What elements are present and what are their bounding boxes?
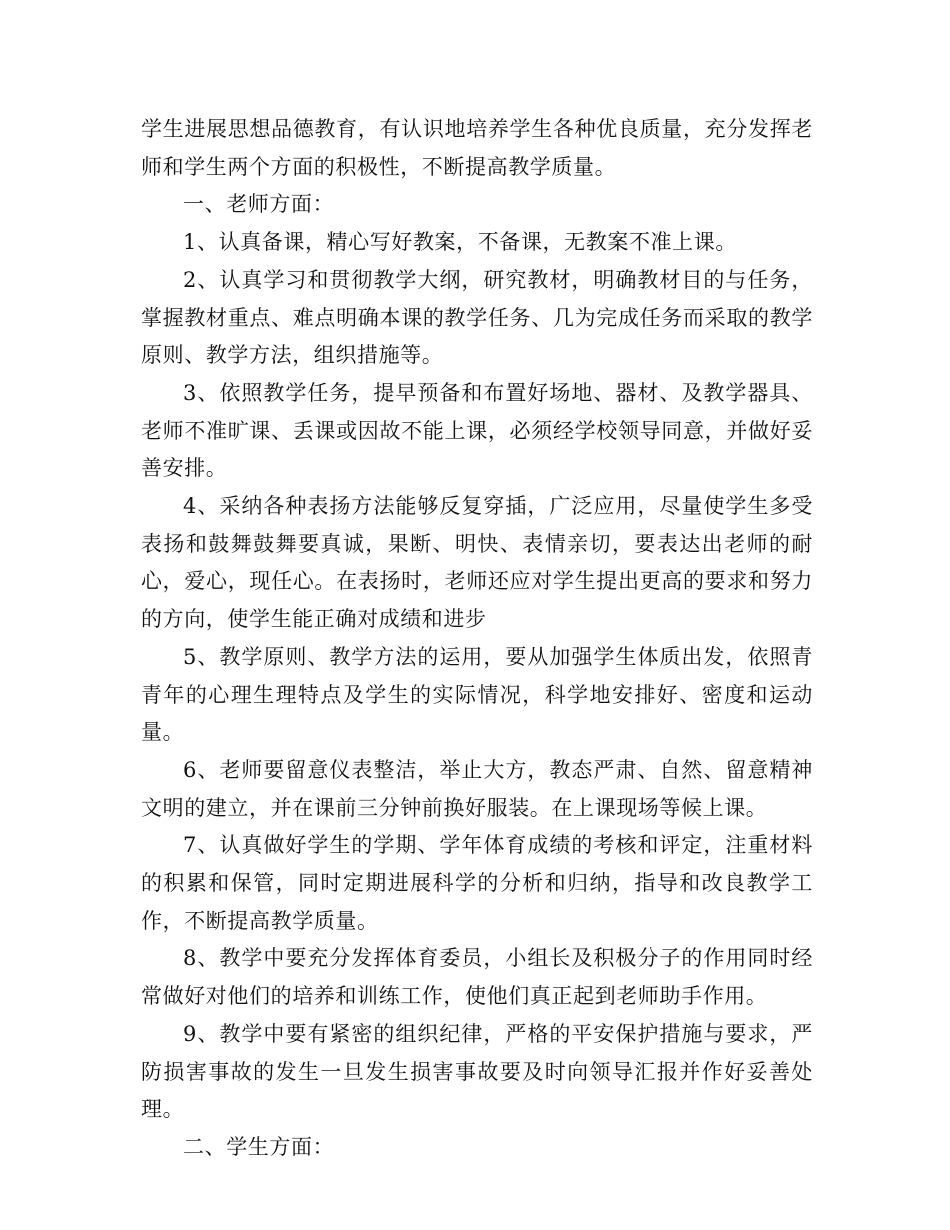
list-item-8: 8、教学中要充分发挥体育委员，小组长及积极分子的作用同时经常做好对他们的培养和训练工作，使他们真正起到老师助手作用。	[141, 946, 813, 1009]
list-item-5: 5、教学原则、教学方法的运用，要从加强学生体质出发，依照青青年的心理生理特点及学生的实际情况，科学地安排好、密度和运动量。	[141, 644, 813, 745]
list-item-7: 7、认真做好学生的学期、学年体育成绩的考核和评定，注重材料的积累和保管，同时定期进展科学的分析和归纳，指导和改良教学工作，不断提高教学质量。	[141, 833, 813, 933]
section-heading-student: 二、学生方面：	[183, 1134, 335, 1159]
list-item-2: 2、认真学习和贯彻教学大纲，研究教材，明确教材目的与任务，掌握教材重点、难点明确本课的教学任务、几为完成任务而采取的教学原则、教学方法，组织措施等。	[141, 267, 813, 368]
paragraph-intro: 学生进展思想品德教育，有认识地培养学生各种优良质量，充分发挥老师和学生两个方面的积极性，不断提高教学质量。	[141, 117, 813, 179]
list-item-3: 3、依照教学任务，提早预备和布置好场地、器材、及教学器具、老师不准旷课、丢课或因故不能上课，必须经学校领导同意，并做好妥善安排。	[141, 380, 813, 481]
section-heading-teacher: 一、老师方面：	[183, 192, 335, 217]
list-item-4: 4、采纳各种表扬方法能够反复穿插，广泛应用，尽量使学生多受表扬和鼓舞鼓舞要真诚，果断、明快、表情亲切，要表达出老师的耐心，爱心，现任心。在表扬时，老师还应对学生提出更高的要求和努力的方向，使学生能正确对成绩和进步	[141, 494, 813, 632]
list-item-6: 6、老师要留意仪表整洁，举止大方，教态严肃、自然、留意精神文明的建立，并在课前三分钟前换好服装。在上课现场等候上课。	[141, 757, 813, 820]
list-item-1: 1、认真备课，精心写好教案，不备课，无教案不准上课。	[183, 230, 737, 255]
list-item-9: 9、教学中要有紧密的组织纪律，严格的平安保护措施与要求，严防损害事故的发生一旦发生损害事故要及时向领导汇报并作好妥善处理。	[141, 1021, 813, 1122]
document-body	[141, 111, 813, 1167]
